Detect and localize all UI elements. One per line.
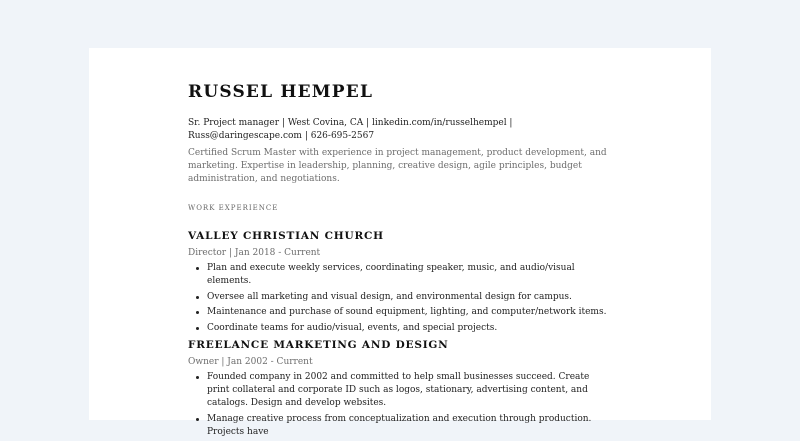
job-bullet-text: Coordinate teams for audio/visual, events, and special projects.: [207, 322, 498, 333]
work-experience-heading: WORK EXPERIENCE: [188, 204, 279, 212]
job-bullet-text: Oversee all marketing and visual design, and environmental design for campus.: [207, 291, 572, 302]
candidate-name: RUSSEL HEMPEL: [188, 82, 374, 102]
bullet-dot-icon: [196, 376, 199, 379]
job-bullet: [188, 306, 608, 319]
job-bullet: [188, 262, 608, 288]
job-bullet: [188, 413, 608, 439]
job-entry: [188, 229, 608, 337]
job-bullet: [188, 322, 608, 335]
company-name: VALLEY CHRISTIAN CHURCH: [188, 230, 384, 242]
job-bullet-text: Manage creative process from conceptualization and execution through production. Projects have: [207, 413, 592, 437]
bullet-dot-icon: [196, 327, 199, 330]
job-bullet-list: [188, 371, 608, 439]
job-entry: [188, 338, 608, 441]
bullet-dot-icon: [196, 311, 199, 314]
summary-paragraph: Certified Scrum Master with experience in project management, product development, and marketing. Expertise in leadership, planning, creative design, agile principles, budget administration, and negotiations.: [188, 148, 607, 184]
job-bullet-text: Plan and execute weekly services, coordinating speaker, music, and audio/visual elements.: [207, 263, 575, 286]
contact-line: Sr. Project manager | West Covina, CA | linkedin.com/in/russelhempel | Russ@daringescape.com | 626-695-2567: [188, 118, 513, 141]
job-bullet: [188, 371, 608, 410]
bullet-dot-icon: [196, 267, 199, 270]
job-bullet-text: Founded company in 2002 and committed to help small businesses succeed. Create print collateral and corporate ID such as logos, stationary, advertising content, and catalogs. Design and develop websites.: [207, 372, 590, 408]
job-bullet-text: Maintenance and purchase of sound equipment, lighting, and computer/network items.: [207, 307, 607, 317]
job-role-dates: Director | Jan 2018 - Current: [188, 248, 321, 258]
bullet-dot-icon: [196, 418, 199, 421]
company-name: FREELANCE MARKETING AND DESIGN: [188, 339, 449, 351]
job-bullet: [188, 291, 608, 304]
bullet-dot-icon: [196, 296, 199, 299]
job-role-dates: Owner | Jan 2002 - Current: [188, 357, 313, 367]
job-bullet-list: [188, 262, 608, 335]
resume-page: [89, 48, 711, 437]
